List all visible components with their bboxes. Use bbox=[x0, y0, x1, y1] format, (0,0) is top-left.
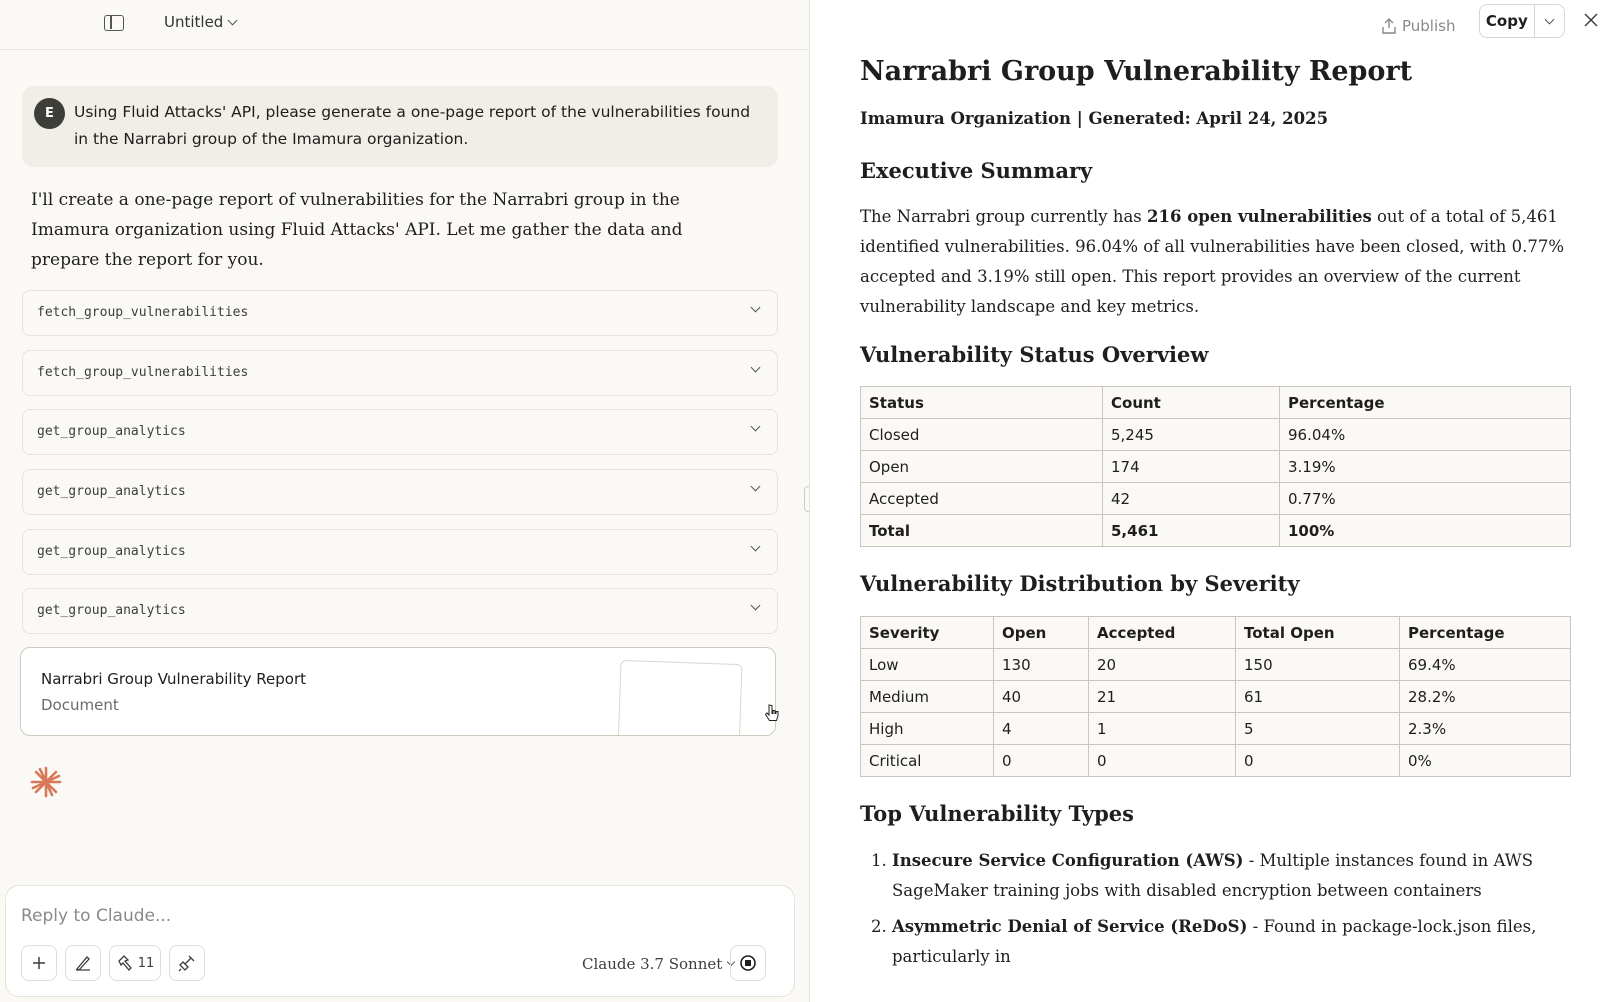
share-icon bbox=[1382, 18, 1396, 34]
table-cell: 130 bbox=[994, 649, 1089, 681]
user-avatar: E bbox=[34, 98, 65, 129]
table-header: Percentage bbox=[1280, 387, 1571, 419]
summary-text-part: The Narrabri group currently has bbox=[860, 207, 1148, 226]
table-header: Status bbox=[861, 387, 1103, 419]
table-row bbox=[861, 745, 1571, 777]
table-cell: 42 bbox=[1103, 483, 1280, 515]
table-cell: 3.19% bbox=[1280, 451, 1571, 483]
model-name: Claude 3.7 Sonnet bbox=[582, 955, 723, 973]
tool-call-label: fetch_group_vulnerabilities bbox=[37, 365, 249, 380]
artifact-thumbnail bbox=[617, 660, 742, 736]
tool-call-label: get_group_analytics bbox=[37, 484, 186, 499]
severity-table bbox=[860, 616, 1571, 777]
pointer-cursor-icon bbox=[764, 704, 780, 724]
tools-button[interactable] bbox=[109, 945, 161, 981]
artifact-title: Narrabri Group Vulnerability Report bbox=[41, 670, 307, 688]
assistant-message-text: I'll create a one-page report of vulnerabilities for the Narrabri group in the Imamura organization using Fluid Attacks' API. Let me gather the data and prepare the report for you. bbox=[31, 190, 683, 270]
copy-button-group bbox=[1479, 4, 1565, 38]
hammer-icon bbox=[116, 954, 134, 972]
executive-summary-text bbox=[860, 202, 1572, 322]
tool-call-label: get_group_analytics bbox=[37, 424, 186, 439]
user-message bbox=[22, 86, 778, 167]
table-cell: Open bbox=[861, 451, 1103, 483]
chevron-down-icon bbox=[1544, 14, 1554, 24]
table-cell: 28.2% bbox=[1400, 681, 1571, 713]
add-attachment-button[interactable] bbox=[21, 945, 57, 981]
table-cell: Total bbox=[861, 515, 1103, 547]
executive-summary-heading: Executive Summary bbox=[860, 158, 1093, 183]
model-selector[interactable] bbox=[582, 955, 734, 973]
table-cell: 5 bbox=[1236, 713, 1400, 745]
table-cell: Low bbox=[861, 649, 994, 681]
claude-spark-icon bbox=[30, 766, 62, 798]
table-cell: 0% bbox=[1400, 745, 1571, 777]
conversation-title: Untitled bbox=[164, 13, 224, 31]
plus-icon bbox=[32, 956, 46, 970]
table-row bbox=[861, 451, 1571, 483]
close-icon[interactable] bbox=[1583, 12, 1599, 28]
table-cell: Medium bbox=[861, 681, 994, 713]
table-cell: 0 bbox=[994, 745, 1089, 777]
table-cell: 174 bbox=[1103, 451, 1280, 483]
chevron-down-icon bbox=[751, 422, 761, 432]
chevron-down-icon bbox=[751, 363, 761, 373]
tool-call-row[interactable] bbox=[22, 409, 778, 455]
table-row bbox=[861, 419, 1571, 451]
top-types-heading: Top Vulnerability Types bbox=[860, 801, 1134, 826]
sidebar-toggle-icon[interactable] bbox=[104, 15, 124, 31]
table-row bbox=[861, 649, 1571, 681]
table-cell: 61 bbox=[1236, 681, 1400, 713]
chevron-down-icon bbox=[751, 542, 761, 552]
table-cell: High bbox=[861, 713, 994, 745]
composer bbox=[5, 885, 795, 997]
status-table bbox=[860, 386, 1571, 547]
table-row bbox=[861, 713, 1571, 745]
artifact-pane bbox=[809, 0, 1604, 1002]
stop-icon bbox=[740, 955, 756, 971]
table-header: Percentage bbox=[1400, 617, 1571, 649]
chevron-down-icon bbox=[751, 303, 761, 313]
status-overview-heading: Vulnerability Status Overview bbox=[860, 342, 1209, 367]
table-header: Accepted bbox=[1089, 617, 1236, 649]
chevron-down-icon bbox=[751, 482, 761, 492]
table-cell: 69.4% bbox=[1400, 649, 1571, 681]
reply-input[interactable] bbox=[21, 906, 721, 926]
tool-call-row[interactable] bbox=[22, 529, 778, 575]
plug-icon bbox=[178, 954, 196, 972]
tool-call-label: get_group_analytics bbox=[37, 544, 186, 559]
severity-distribution-heading: Vulnerability Distribution by Severity bbox=[860, 571, 1300, 596]
type-description: - Multiple instances found in AWS SageMaker training jobs with disabled encryption between containers bbox=[892, 851, 1534, 900]
table-header-row bbox=[861, 387, 1571, 419]
style-button[interactable] bbox=[65, 945, 101, 981]
table-cell: 0 bbox=[1089, 745, 1236, 777]
chat-topbar bbox=[0, 0, 808, 50]
artifact-type: Document bbox=[41, 696, 119, 714]
list-item bbox=[892, 846, 1572, 906]
report-subtitle: Imamura Organization | Generated: April 24, 2025 bbox=[860, 109, 1329, 128]
table-cell: 150 bbox=[1236, 649, 1400, 681]
table-cell: 5,245 bbox=[1103, 419, 1280, 451]
chevron-down-icon bbox=[751, 601, 761, 611]
table-cell: Closed bbox=[861, 419, 1103, 451]
table-header: Count bbox=[1103, 387, 1280, 419]
publish-label: Publish bbox=[1402, 17, 1456, 35]
table-row bbox=[861, 681, 1571, 713]
conversation-title-menu[interactable] bbox=[164, 13, 236, 31]
table-cell: 0 bbox=[1236, 745, 1400, 777]
chevron-down-icon bbox=[228, 15, 238, 25]
user-message-text: Using Fluid Attacks' API, please generate a one-page report of the vulnerabilities found in the Narrabri group of the Imamura organization. bbox=[74, 103, 751, 148]
publish-button[interactable] bbox=[1382, 10, 1455, 42]
report-title: Narrabri Group Vulnerability Report bbox=[860, 56, 1413, 87]
table-header: Severity bbox=[861, 617, 994, 649]
tools-count: 11 bbox=[137, 955, 155, 971]
table-cell: 5,461 bbox=[1103, 515, 1280, 547]
type-name: Insecure Service Configuration (AWS) bbox=[892, 851, 1244, 870]
table-row bbox=[861, 483, 1571, 515]
table-cell: 4 bbox=[994, 713, 1089, 745]
table-cell: 20 bbox=[1089, 649, 1236, 681]
table-cell: 1 bbox=[1089, 713, 1236, 745]
stop-button[interactable] bbox=[730, 945, 766, 981]
table-cell: 0.77% bbox=[1280, 483, 1571, 515]
pen-icon bbox=[74, 954, 92, 972]
tool-call-label: fetch_group_vulnerabilities bbox=[37, 305, 249, 320]
table-cell: Accepted bbox=[861, 483, 1103, 515]
artifact-card[interactable] bbox=[20, 647, 776, 736]
copy-options-button[interactable] bbox=[1535, 5, 1564, 37]
type-description: - Found in package-lock.json files, particularly in bbox=[892, 917, 1537, 966]
table-cell: 100% bbox=[1280, 515, 1571, 547]
tool-call-row[interactable] bbox=[22, 350, 778, 396]
type-name: Asymmetric Denial of Service (ReDoS) bbox=[892, 917, 1248, 936]
table-cell: 40 bbox=[994, 681, 1089, 713]
list-item bbox=[892, 912, 1572, 972]
integrations-button[interactable] bbox=[169, 945, 205, 981]
vulnerability-types-list bbox=[860, 846, 1572, 978]
table-header: Open bbox=[994, 617, 1089, 649]
table-total-row bbox=[861, 515, 1571, 547]
tool-call-row[interactable] bbox=[22, 290, 778, 336]
tool-call-row[interactable] bbox=[22, 588, 778, 634]
summary-text-part: out of a total of 5,461 identified vulnerabilities. 96.04% of all vulnerabilities have been closed, with 0.77% accepted and 3.19% still open. This report provides an overview of the current vulnerability landscape and key metrics. bbox=[860, 207, 1565, 316]
table-cell: 2.3% bbox=[1400, 713, 1571, 745]
table-header: Total Open bbox=[1236, 617, 1400, 649]
tool-call-label: get_group_analytics bbox=[37, 603, 186, 618]
copy-button[interactable]: Copy bbox=[1480, 5, 1535, 37]
table-header-row bbox=[861, 617, 1571, 649]
table-cell: Critical bbox=[861, 745, 994, 777]
table-cell: 21 bbox=[1089, 681, 1236, 713]
tool-call-row[interactable] bbox=[22, 469, 778, 515]
table-cell: 96.04% bbox=[1280, 419, 1571, 451]
summary-highlight: 216 open vulnerabilities bbox=[1147, 207, 1372, 226]
